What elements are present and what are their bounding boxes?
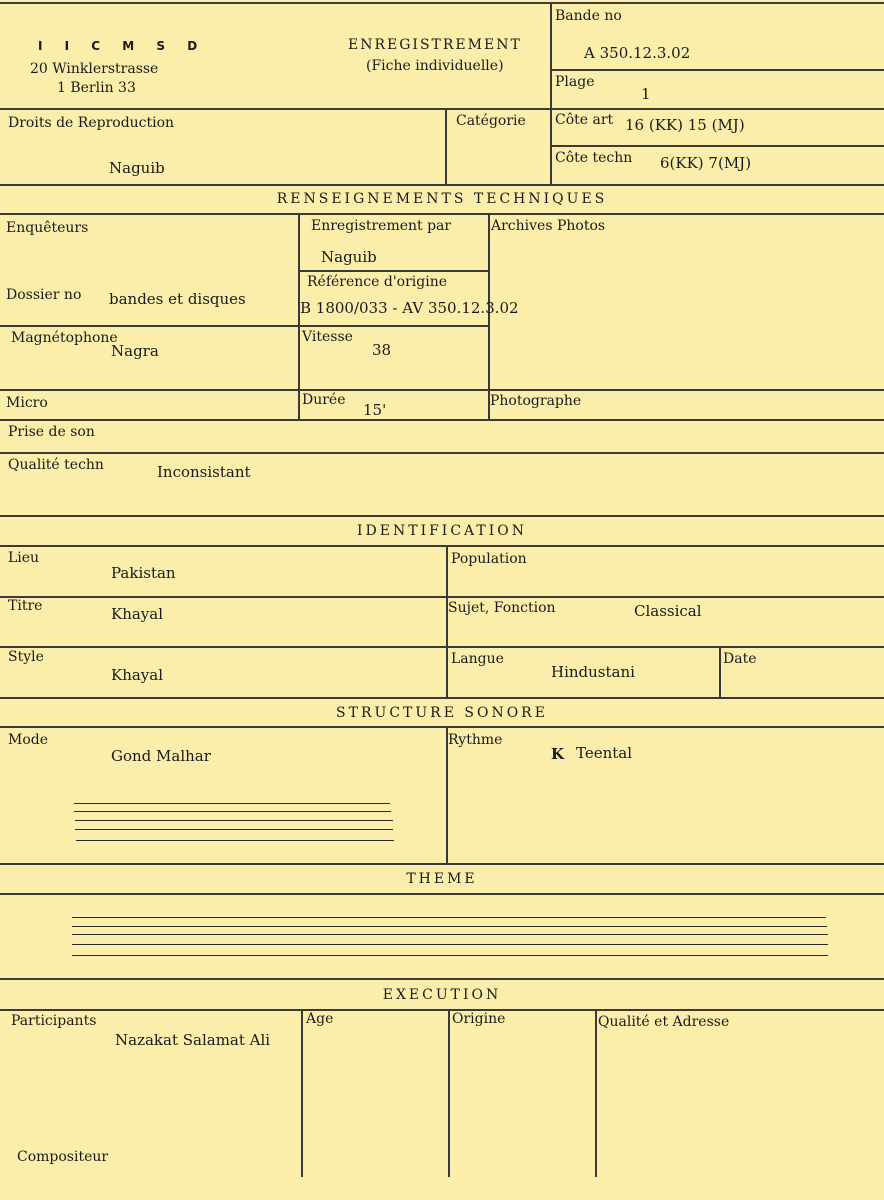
droits-label: Droits de Reproduction xyxy=(8,115,175,131)
structure-heading: STRUCTURE SONORE xyxy=(336,705,548,721)
origine-label: Origine xyxy=(452,1011,506,1027)
theme-heading: THEME xyxy=(406,871,478,887)
categorie-divider xyxy=(445,108,447,184)
ref-vitesse-divider xyxy=(0,325,488,327)
structure-heading-line xyxy=(0,726,884,728)
qualite-techn-line xyxy=(0,452,884,454)
bande-value: A 350.12.3.02 xyxy=(584,44,691,62)
staff-line xyxy=(72,934,828,935)
enqueteurs-label: Enquêteurs xyxy=(6,220,89,236)
top-border xyxy=(0,2,884,4)
plage-label: Plage xyxy=(555,74,595,90)
enreg-ref-divider xyxy=(298,270,488,272)
execution-col2-divider xyxy=(448,1009,450,1177)
compositeur-label: Compositeur xyxy=(17,1149,109,1165)
titre-style-line xyxy=(0,646,884,648)
technique-heading-line xyxy=(0,213,884,215)
vitesse-label: Vitesse xyxy=(302,329,353,345)
identification-heading-line xyxy=(0,545,884,547)
staff-line xyxy=(72,926,827,927)
bande-plage-divider xyxy=(550,69,884,71)
lieu-label: Lieu xyxy=(8,550,40,566)
cote-techn-label: Côte techn xyxy=(555,150,633,166)
identification-heading: IDENTIFICATION xyxy=(357,523,527,539)
header-bottom-line xyxy=(0,108,884,110)
categorie-label: Catégorie xyxy=(456,113,526,129)
rythme-label: Rythme xyxy=(448,732,503,748)
rythme-struck-mark: K xyxy=(551,745,565,763)
dossier-value: bandes et disques xyxy=(109,290,246,308)
micro-row-line xyxy=(0,389,884,391)
langue-label: Langue xyxy=(451,651,504,667)
cote-techn-value: 6(KK) 7(MJ) xyxy=(660,154,752,172)
reference-label: Référence d'origine xyxy=(307,274,448,290)
staff-line xyxy=(74,803,390,804)
identification-top-line xyxy=(0,515,884,517)
photographe-label: Photographe xyxy=(490,393,582,409)
staff-line xyxy=(76,840,394,841)
mode-value: Gond Malhar xyxy=(111,747,211,765)
theme-bottom-line xyxy=(0,978,884,980)
magnetophone-label: Magnétophone xyxy=(11,330,118,346)
org-city: 1 Berlin 33 xyxy=(57,80,136,96)
staff-line xyxy=(72,917,826,918)
execution-col3-divider xyxy=(595,1009,597,1177)
prise-de-son-label: Prise de son xyxy=(8,424,95,440)
date-divider xyxy=(719,646,721,697)
execution-heading-line xyxy=(0,1009,884,1011)
cote-divider xyxy=(550,145,884,147)
langue-value: Hindustani xyxy=(551,663,635,681)
qualite-techn-label: Qualité techn xyxy=(8,457,104,473)
execution-col1-divider xyxy=(301,1009,303,1177)
execution-heading: EXECUTION xyxy=(382,987,502,1003)
plage-value: 1 xyxy=(641,85,651,103)
reference-value: B 1800/033 - AV 350.12.3.02 xyxy=(300,299,519,317)
magnetophone-value: Nagra xyxy=(111,342,159,360)
identification-divider xyxy=(446,545,448,697)
qualite-adresse-label: Qualité et Adresse xyxy=(598,1014,730,1030)
vitesse-value: 38 xyxy=(372,341,392,359)
form-title: ENREGISTREMENT xyxy=(348,37,522,53)
rythme-value: Teental xyxy=(576,744,633,762)
staff-line xyxy=(72,944,828,945)
staff-line xyxy=(75,820,393,821)
duree-label: Durée xyxy=(302,392,346,408)
org-street: 20 Winklerstrasse xyxy=(30,61,159,77)
rights-bottom-line xyxy=(0,184,884,186)
archives-photos-label: Archives Photos xyxy=(491,218,606,234)
titre-value: Khayal xyxy=(111,605,164,623)
sujet-value: Classical xyxy=(634,602,702,620)
staff-line xyxy=(75,829,393,830)
org-code: I I C M S D xyxy=(38,39,207,53)
date-label: Date xyxy=(723,651,757,667)
style-value: Khayal xyxy=(111,666,164,684)
theme-heading-line xyxy=(0,893,884,895)
droits-value: Naguib xyxy=(109,159,165,177)
lieu-titre-line xyxy=(0,596,884,598)
prise-de-son-line xyxy=(0,419,884,421)
titre-label: Titre xyxy=(8,598,43,614)
enregistrement-par-value: Naguib xyxy=(321,248,377,266)
lieu-value: Pakistan xyxy=(111,564,176,582)
cote-art-label: Côte art xyxy=(555,112,614,128)
enregistrement-par-label: Enregistrement par xyxy=(311,218,452,234)
identification-bottom-line xyxy=(0,697,884,699)
population-label: Population xyxy=(451,551,527,567)
micro-label: Micro xyxy=(6,395,48,411)
bande-label: Bande no xyxy=(555,8,622,24)
staff-line xyxy=(72,955,828,956)
age-label: Age xyxy=(306,1011,334,1027)
form-subtitle: (Fiche individuelle) xyxy=(366,58,504,74)
technique-heading: RENSEIGNEMENTS TECHNIQUES xyxy=(276,191,608,207)
qualite-techn-value: Inconsistant xyxy=(157,463,251,481)
sujet-label: Sujet, Fonction xyxy=(448,600,556,616)
structure-bottom-line xyxy=(0,863,884,865)
cote-art-value: 16 (KK) 15 (MJ) xyxy=(625,116,745,134)
participants-value: Nazakat Salamat Ali xyxy=(115,1031,271,1049)
staff-line xyxy=(74,811,391,812)
participants-label: Participants xyxy=(11,1013,97,1029)
style-label: Style xyxy=(8,649,44,665)
header-vertical-divider xyxy=(550,2,552,184)
dossier-label: Dossier no xyxy=(6,287,82,303)
duree-value: 15' xyxy=(363,401,387,419)
mode-label: Mode xyxy=(8,732,49,748)
